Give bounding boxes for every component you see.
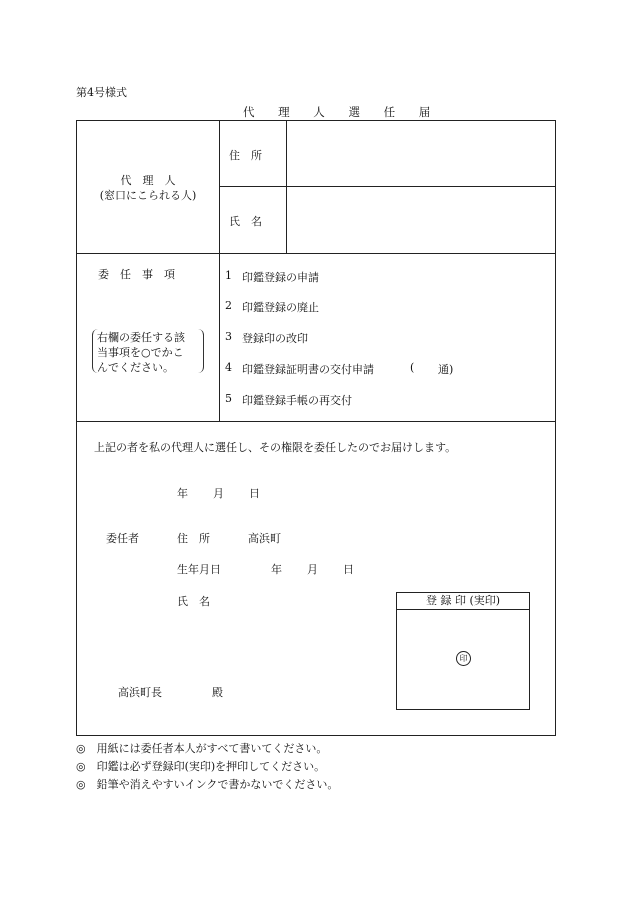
- birthdate-label: 生年月日: [177, 563, 221, 576]
- instruction-line-1: 右欄の委任する該: [97, 331, 185, 344]
- agent-name-label: 氏 名: [229, 215, 262, 228]
- item-number: 3: [225, 330, 232, 343]
- addressee-mayor: 高浜町長: [118, 686, 162, 699]
- item-text: 印鑑登録の申請: [242, 271, 319, 284]
- item-text: 印鑑登録手帳の再交付: [242, 394, 352, 407]
- agent-section-divider: [76, 253, 556, 254]
- date-year[interactable]: 年: [177, 487, 188, 500]
- copies-count-label: 通): [438, 363, 454, 376]
- agent-address-label: 住 所: [229, 149, 262, 162]
- note-item: ◎ 用紙には委任者本人がすべて書いてください。: [76, 742, 328, 755]
- note-item: ◎ 鉛筆や消えやすいインクで書かないでください。: [76, 778, 339, 791]
- note-item: ◎ 印鑑は必ず登録印(実印)を押印してください。: [76, 760, 326, 773]
- principal-name-label: 氏 名: [177, 595, 210, 608]
- item-text: 登録印の改印: [242, 332, 308, 345]
- item-text: 印鑑登録の廃止: [242, 301, 319, 314]
- item-number: 2: [225, 299, 232, 312]
- item-number: 4: [225, 361, 232, 374]
- delegation-section-divider: [76, 421, 556, 422]
- item-text: 印鑑登録証明書の交付申請: [242, 363, 374, 376]
- instruction-line-3: んでください。: [97, 361, 174, 374]
- agent-label: 代 理 人: [120, 174, 176, 187]
- stamp-box-header: 登 録 印 (実印): [397, 593, 529, 610]
- principal-address-label: 住 所: [177, 532, 210, 545]
- item-number: 5: [225, 392, 232, 405]
- date-month[interactable]: 月: [213, 487, 224, 500]
- agent-row-divider: [219, 186, 556, 187]
- item-number: 1: [225, 269, 232, 282]
- instruction-line-2: 当事項を○でかこ: [97, 346, 184, 359]
- agent-sub-label: (窓口にこられる人): [99, 189, 197, 202]
- birthdate-year[interactable]: 年: [271, 563, 282, 576]
- birthdate-day[interactable]: 日: [343, 563, 354, 576]
- seal-mark-icon: 印: [456, 651, 471, 666]
- principal-address-field[interactable]: 高浜町: [248, 532, 281, 545]
- form-title: 代 理 人 選 任 届: [243, 105, 441, 119]
- column-divider: [219, 120, 220, 421]
- principal-label: 委任者: [106, 532, 139, 545]
- statement: 上記の者を私の代理人に選任し、その権限を委任したのでお届けします。: [94, 441, 457, 454]
- date-day[interactable]: 日: [249, 487, 260, 500]
- addressee-honorific: 殿: [212, 686, 223, 699]
- copies-open-paren: (: [410, 361, 415, 374]
- form-number: 第4号様式: [76, 86, 127, 99]
- delegation-label: 委 任 事 項: [98, 268, 175, 281]
- birthdate-month[interactable]: 月: [307, 563, 318, 576]
